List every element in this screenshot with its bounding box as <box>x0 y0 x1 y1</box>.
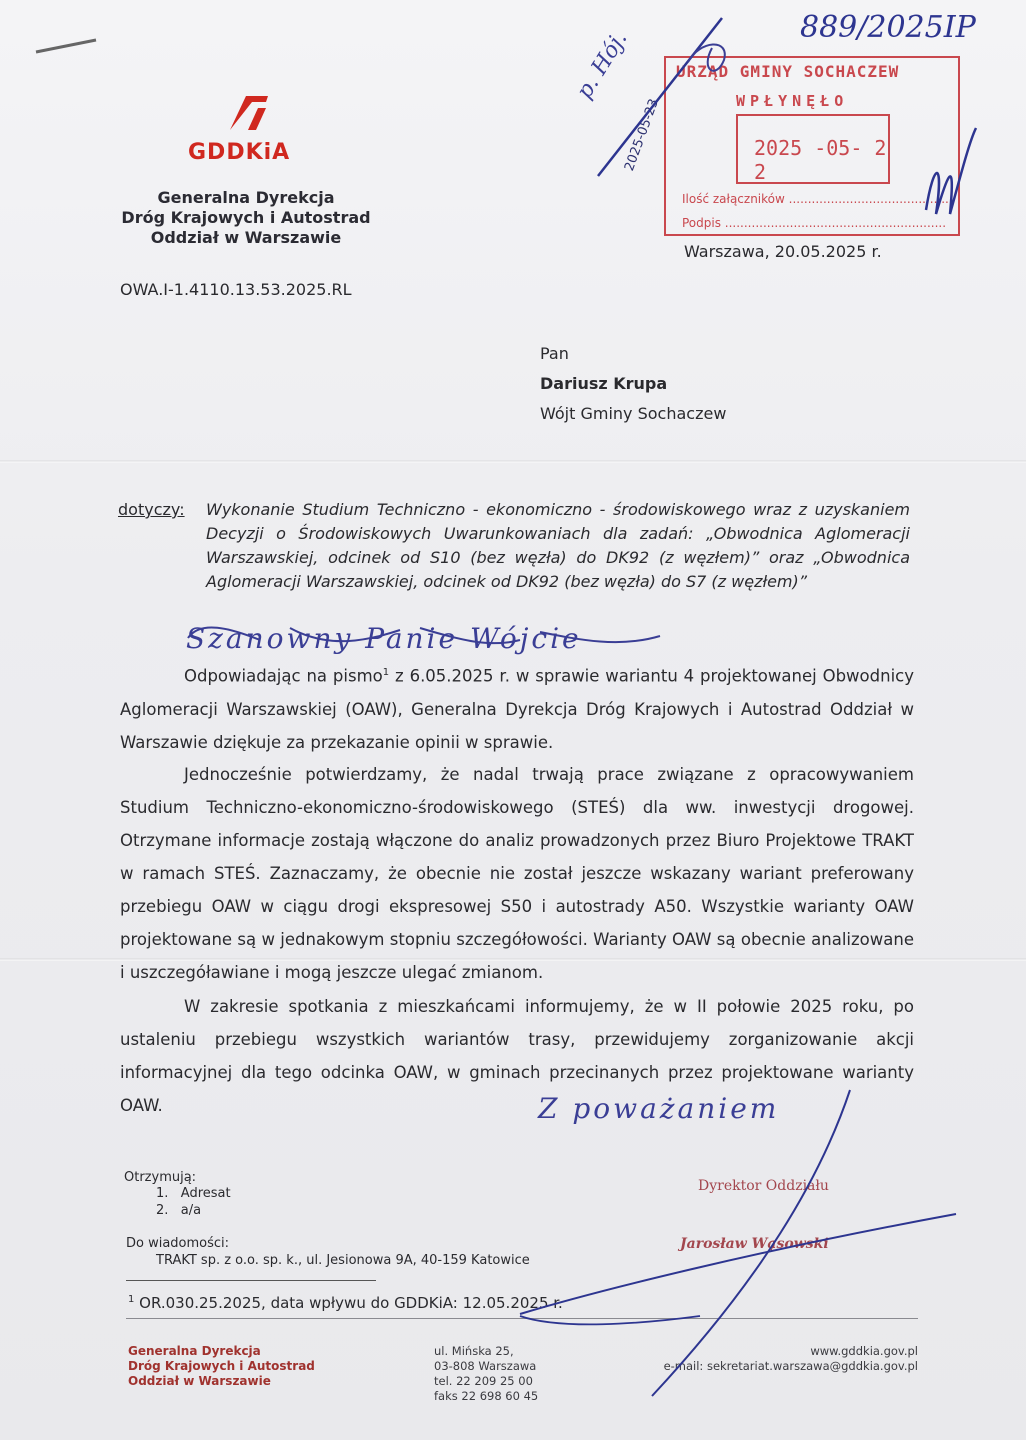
cc-label: Do wiadomości: <box>126 1236 230 1251</box>
signature-title: Dyrektor Oddziału <box>698 1178 829 1194</box>
paragraph-2: Jednocześnie potwierdzamy, że nadal trwają prace związane z opracowywaniem Studium Techniczno-ekonomiczno-środowiskowego (STEŚ) dla ww. inwestycji drogowej. Otrzymane informacje zostają włączone do analiz prowadzonych przez Biuro Projektowe TRAKT w ramach STEŚ. Zaznaczamy, że obecnie nie został jeszcze wskazany wariant preferowany przebiegu OAW w ciągu drogi ekspresowej S50 i autostrady A50. Wszystkie warianty OAW projektowane są w jednakowym stopniu szczegółowości. Warianty OAW są obecnie analizowane i uszczegóławiane i mogą jeszcze ulegać zmianom. <box>120 765 914 982</box>
org-name-line-3: Oddział w Warszawie <box>150 228 342 247</box>
footer-org: Generalna Dyrekcja Dróg Krajowych i Autostrad Oddział w Warszawie <box>128 1344 315 1388</box>
stamp-signature-label: Podpis .......................................................... <box>682 216 947 230</box>
subject-label: dotyczy: <box>118 500 185 519</box>
footnote-divider <box>126 1280 376 1281</box>
paper-fold-line <box>0 460 1026 463</box>
document-reference: OWA.I-1.4110.13.53.2025.RL <box>120 280 352 299</box>
org-name-line-1: Generalna Dyrekcja <box>157 188 335 207</box>
stamp-subtitle: WPŁYNĘŁO <box>736 92 849 110</box>
handwritten-closing: Z poważaniem <box>538 1092 780 1125</box>
place-and-date: Warszawa, 20.05.2025 r. <box>684 242 882 261</box>
subject-block <box>118 498 910 594</box>
footer-contact <box>640 1344 918 1374</box>
footer-email-link[interactable]: e-mail: sekretariat.warszawa@gddkia.gov.pl <box>663 1359 918 1373</box>
paragraph-3: W zakresie spotkania z mieszkańcami informujemy, że w II połowie 2025 roku, po ustaleniu przebiegu wszystkich wariantów trasy, przewidujemy zorganizowanie akcji informacyjnej dla tego odcinka OAW, w gminach przecinanych przez projektowane warianty OAW. <box>120 997 914 1115</box>
distribution-label: Otrzymują: <box>124 1170 197 1185</box>
footer-website-link[interactable]: www.gddkia.gov.pl <box>810 1344 918 1358</box>
diagonal-date-stamp: 2025-05-23 <box>622 96 662 174</box>
gddkia-logo-icon <box>222 92 272 132</box>
footer-divider <box>126 1318 918 1319</box>
recipient-salutation: Pan <box>540 344 569 363</box>
logo-text: GDDKiA <box>188 140 291 165</box>
stamp-title: URZĄD GMINY SOCHACZEW <box>676 62 900 81</box>
handwritten-registration-number: 889/2025IP <box>800 10 976 45</box>
recipient-position: Wójt Gminy Sochaczew <box>540 404 727 423</box>
stamp-attachments-label: Ilość załączników .......................................... <box>682 192 949 206</box>
handwritten-greeting: Szanowny Panie Wójcie <box>186 622 582 655</box>
signature-name: Jarosław Wąsowski <box>680 1236 829 1252</box>
footer-address: ul. Mińska 25, 03-808 Warszawa tel. 22 209 25 00 faks 22 698 60 45 <box>434 1344 539 1403</box>
received-stamp <box>664 56 960 236</box>
org-name-line-2: Dróg Krajowych i Autostrad <box>121 208 371 227</box>
stamp-date: 2025 -05- 2 2 <box>754 136 887 184</box>
stamp-date-box <box>736 114 890 184</box>
subject-text: Wykonanie Studium Techniczno - ekonomiczno - środowiskowego wraz z uzyskaniem Decyzji o Środowiskowych Uwarunkowaniach dla zadań: „Obwodnica Aglomeracji Warszawskiej, odcinek od S10 (bez węzła) do DK92 (z węzłem)” oraz „Obwodnica Aglomeracji Warszawskiej, odcinek od DK92 (bez węzła) do S7 (z węzłem)” <box>206 500 910 591</box>
footnote: $^1$ OR.030.25.2025, data wpływu do GDDKiA: 12.05.2025 r. <box>128 1294 563 1312</box>
distribution-item: 2. a/a <box>156 1203 202 1218</box>
recipient-name: Dariusz Krupa <box>540 374 668 393</box>
cc-text: TRAKT sp. z o.o. sp. k., ul. Jesionowa 9A, 40-159 Katowice <box>156 1253 530 1268</box>
paragraph-1: Odpowiadając na pismo$^1$ z 6.05.2025 r. w sprawie wariantu 4 projektowanej Obwodnicy Aglomeracji Warszawskiej (OAW), Generalna Dyrekcja Dróg Krajowych i Autostrad Oddział w Warszawie dziękuje za przekazanie opinii w sprawie. <box>120 666 914 752</box>
distribution-item: 1. Adresat <box>156 1186 231 1201</box>
handwritten-diagonal-note: p. Hój. <box>572 26 633 104</box>
